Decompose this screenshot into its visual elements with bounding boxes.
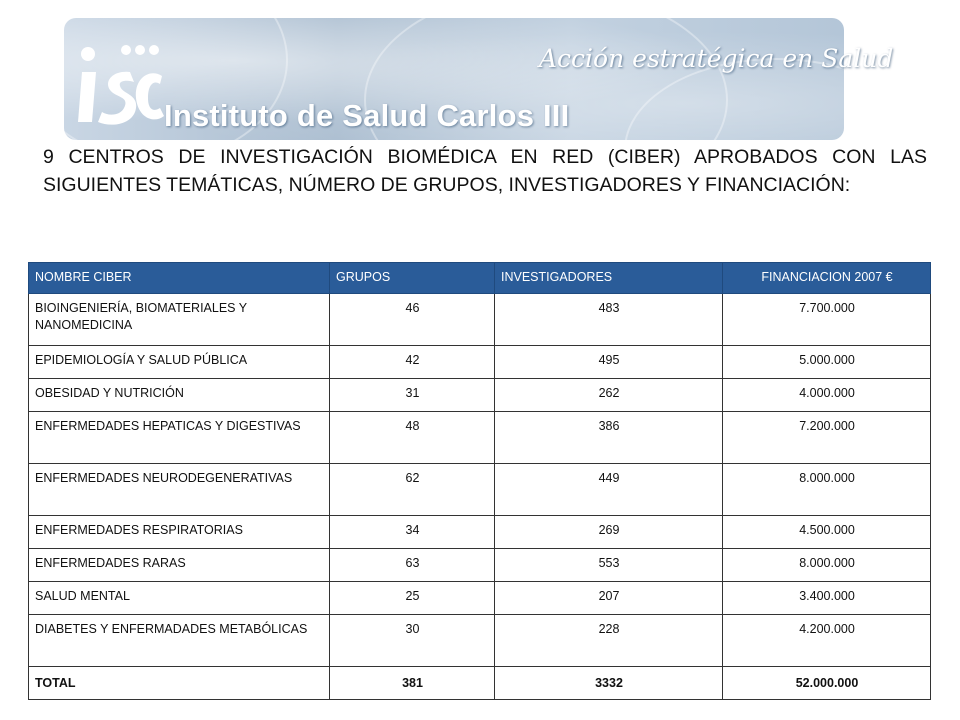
investigadores-value: 553 bbox=[495, 549, 723, 582]
financiacion-value: 7.700.000 bbox=[723, 294, 931, 346]
table-total-row bbox=[29, 667, 931, 700]
grupos-value: 48 bbox=[330, 412, 495, 464]
total-investigadores: 3332 bbox=[495, 667, 723, 700]
table-row bbox=[29, 346, 931, 379]
investigadores-value: 483 bbox=[495, 294, 723, 346]
grupos-value: 63 bbox=[330, 549, 495, 582]
ciber-name: ENFERMEDADES RESPIRATORIAS bbox=[29, 516, 330, 549]
financiacion-value: 4.500.000 bbox=[723, 516, 931, 549]
table-row bbox=[29, 379, 931, 412]
total-label: TOTAL bbox=[29, 667, 330, 700]
investigadores-value: 386 bbox=[495, 412, 723, 464]
table-row bbox=[29, 549, 931, 582]
financiacion-value: 4.000.000 bbox=[723, 379, 931, 412]
table-row bbox=[29, 582, 931, 615]
table-row bbox=[29, 516, 931, 549]
column-header-grupos: GRUPOS bbox=[330, 263, 495, 294]
table-row bbox=[29, 464, 931, 516]
ciber-name: ENFERMEDADES NEURODEGENERATIVAS bbox=[29, 464, 330, 516]
ciber-name: DIABETES Y ENFERMADADES METABÓLICAS bbox=[29, 615, 330, 667]
financiacion-value: 7.200.000 bbox=[723, 412, 931, 464]
investigadores-value: 207 bbox=[495, 582, 723, 615]
column-header-name: NOMBRE CIBER bbox=[29, 263, 330, 294]
grupos-value: 34 bbox=[330, 516, 495, 549]
page-heading: 9 CENTROS DE INVESTIGACIÓN BIOMÉDICA EN RED (CIBER) APROBADOS CON LAS SIGUIENTES TEMÁTICAS, NÚMERO DE GRUPOS, INVESTIGADORES Y FINANCIACIÓN: bbox=[43, 146, 927, 196]
investigadores-value: 262 bbox=[495, 379, 723, 412]
financiacion-value: 4.200.000 bbox=[723, 615, 931, 667]
grupos-value: 25 bbox=[330, 582, 495, 615]
column-header-investigadores: INVESTIGADORES bbox=[495, 263, 723, 294]
ciber-name: OBESIDAD Y NUTRICIÓN bbox=[29, 379, 330, 412]
grupos-value: 46 bbox=[330, 294, 495, 346]
total-financiacion: 52.000.000 bbox=[723, 667, 931, 700]
grupos-value: 62 bbox=[330, 464, 495, 516]
grupos-value: 42 bbox=[330, 346, 495, 379]
column-header-financiacion: FINANCIACION 2007 € bbox=[723, 263, 931, 294]
investigadores-value: 228 bbox=[495, 615, 723, 667]
table-row bbox=[29, 412, 931, 464]
banner-tagline: Acción estratégica en Salud bbox=[539, 44, 894, 73]
ciber-name: EPIDEMIOLOGÍA Y SALUD PÚBLICA bbox=[29, 346, 330, 379]
isc-logo bbox=[72, 42, 164, 132]
ciber-name: SALUD MENTAL bbox=[29, 582, 330, 615]
ciber-name: ENFERMEDADES RARAS bbox=[29, 549, 330, 582]
ciber-name: BIOINGENIERÍA, BIOMATERIALES Y NANOMEDICINA bbox=[29, 294, 330, 346]
table-header-row bbox=[29, 263, 931, 294]
organization-name: Instituto de Salud Carlos III bbox=[164, 98, 570, 133]
investigadores-value: 269 bbox=[495, 516, 723, 549]
financiacion-value: 8.000.000 bbox=[723, 549, 931, 582]
grupos-value: 31 bbox=[330, 379, 495, 412]
financiacion-value: 5.000.000 bbox=[723, 346, 931, 379]
investigadores-value: 449 bbox=[495, 464, 723, 516]
investigadores-value: 495 bbox=[495, 346, 723, 379]
header-banner bbox=[64, 18, 894, 140]
total-grupos: 381 bbox=[330, 667, 495, 700]
table-row bbox=[29, 615, 931, 667]
grupos-value: 30 bbox=[330, 615, 495, 667]
ciber-name: ENFERMEDADES HEPATICAS Y DIGESTIVAS bbox=[29, 412, 330, 464]
financiacion-value: 3.400.000 bbox=[723, 582, 931, 615]
ciber-table bbox=[28, 262, 931, 700]
table-row bbox=[29, 294, 931, 346]
financiacion-value: 8.000.000 bbox=[723, 464, 931, 516]
